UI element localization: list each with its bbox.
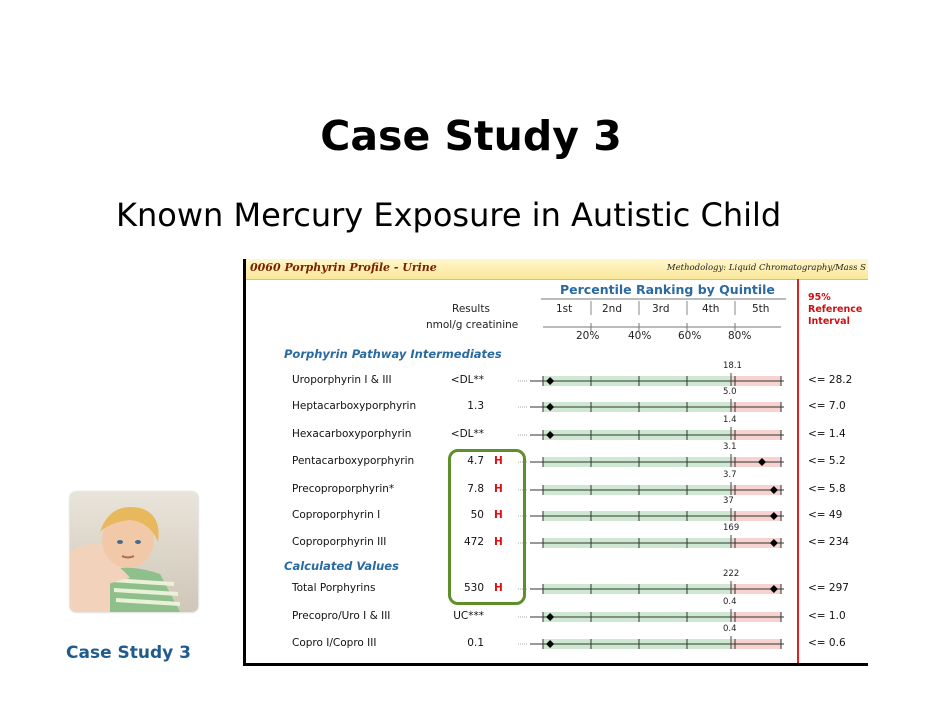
result-value: 530	[463, 582, 484, 594]
result-value: 7.8	[467, 483, 484, 495]
quintile-label-5: 5th	[752, 303, 770, 315]
high-results-highlight	[448, 449, 526, 605]
upper-limit-value: 0.4	[723, 597, 737, 607]
reference-interval-value: <= 5.8	[808, 483, 846, 495]
analyte-label: Coproporphyrin III	[292, 536, 387, 548]
result-value: 4.7	[467, 455, 484, 467]
result-value: <DL**	[450, 374, 484, 386]
analyte-label: Precopro/Uro I & III	[292, 610, 391, 622]
upper-limit-value: 3.7	[723, 470, 737, 480]
slide-title: Case Study 3	[320, 112, 622, 160]
porphyrin-report	[243, 259, 868, 666]
analyte-label: Uroporphyrin I & III	[292, 374, 392, 386]
reference-interval-value: <= 1.4	[808, 428, 846, 440]
analyte-label: Heptacarboxyporphyrin	[292, 400, 417, 412]
upper-limit-value: 18.1	[723, 361, 742, 371]
reference-interval-value: <= 7.0	[808, 400, 846, 412]
upper-limit-value: 222	[723, 569, 740, 579]
percentile-title: Percentile Ranking by Quintile	[560, 282, 775, 297]
percent-tick-80: 80%	[728, 330, 752, 342]
result-value: 1.3	[467, 400, 484, 412]
result-value: 472	[463, 536, 484, 548]
analyte-label: Hexacarboxyporphyrin	[292, 428, 412, 440]
child-photo-illustration	[70, 492, 198, 612]
quintile-label-3: 3rd	[652, 303, 670, 315]
percent-tick-40: 40%	[628, 330, 652, 342]
upper-limit-value: 5.0	[723, 387, 737, 397]
methodology-note: Methodology: Liquid Chromatography/Mass S	[666, 263, 866, 273]
reference-interval-value: <= 28.2	[808, 374, 853, 386]
quintile-label-1: 1st	[556, 303, 573, 315]
analyte-label: Total Porphyrins	[292, 582, 376, 594]
analyte-label: Coproporphyrin I	[292, 509, 381, 521]
analyte-label: Copro I/Copro III	[292, 637, 377, 649]
high-flag: H	[494, 483, 503, 495]
result-value: <DL**	[450, 428, 484, 440]
percent-tick-60: 60%	[678, 330, 702, 342]
reference-interval-value: <= 49	[808, 509, 843, 521]
upper-limit-value: 37	[723, 496, 734, 506]
quintile-label-2: 2nd	[602, 303, 623, 315]
upper-limit-value: 3.1	[723, 442, 737, 452]
high-flag: H	[494, 582, 503, 594]
reference-interval-value: <= 1.0	[808, 610, 846, 622]
report-title: 0060 Porphyrin Profile - Urine	[250, 261, 437, 274]
high-flag: H	[494, 455, 503, 467]
percent-tick-20: 20%	[576, 330, 600, 342]
reference-line	[797, 279, 799, 663]
section-heading: Calculated Values	[284, 559, 399, 573]
result-value: 50	[470, 509, 484, 521]
reference-interval-value: <= 297	[808, 582, 849, 594]
units-header: nmol/g creatinine	[426, 319, 519, 331]
section-heading: Porphyrin Pathway Intermediates	[284, 347, 502, 361]
ref-header-95: 95%	[808, 292, 831, 303]
reference-interval-value: <= 234	[808, 536, 849, 548]
high-flag: H	[494, 509, 503, 521]
analyte-label: Pentacarboxyporphyrin	[292, 455, 415, 467]
upper-limit-value: 1.4	[723, 415, 737, 425]
slide-subtitle: Known Mercury Exposure in Autistic Child	[116, 196, 782, 234]
quintile-label-4: 4th	[702, 303, 720, 315]
reference-interval-value: <= 0.6	[808, 637, 846, 649]
ref-header-interval: Interval	[808, 316, 850, 327]
photo-caption: Case Study 3	[66, 643, 191, 663]
reference-interval-value: <= 5.2	[808, 455, 846, 467]
analyte-label: Precoproporphyrin*	[292, 483, 395, 495]
ref-header-reference: Reference	[808, 304, 863, 315]
high-flag: H	[494, 536, 503, 548]
upper-limit-value: 0.4	[723, 624, 737, 634]
results-header: Results	[452, 303, 490, 315]
result-value: 0.1	[467, 637, 484, 649]
child-photo	[70, 492, 198, 612]
upper-limit-value: 169	[723, 523, 740, 533]
result-value: UC***	[453, 610, 484, 622]
